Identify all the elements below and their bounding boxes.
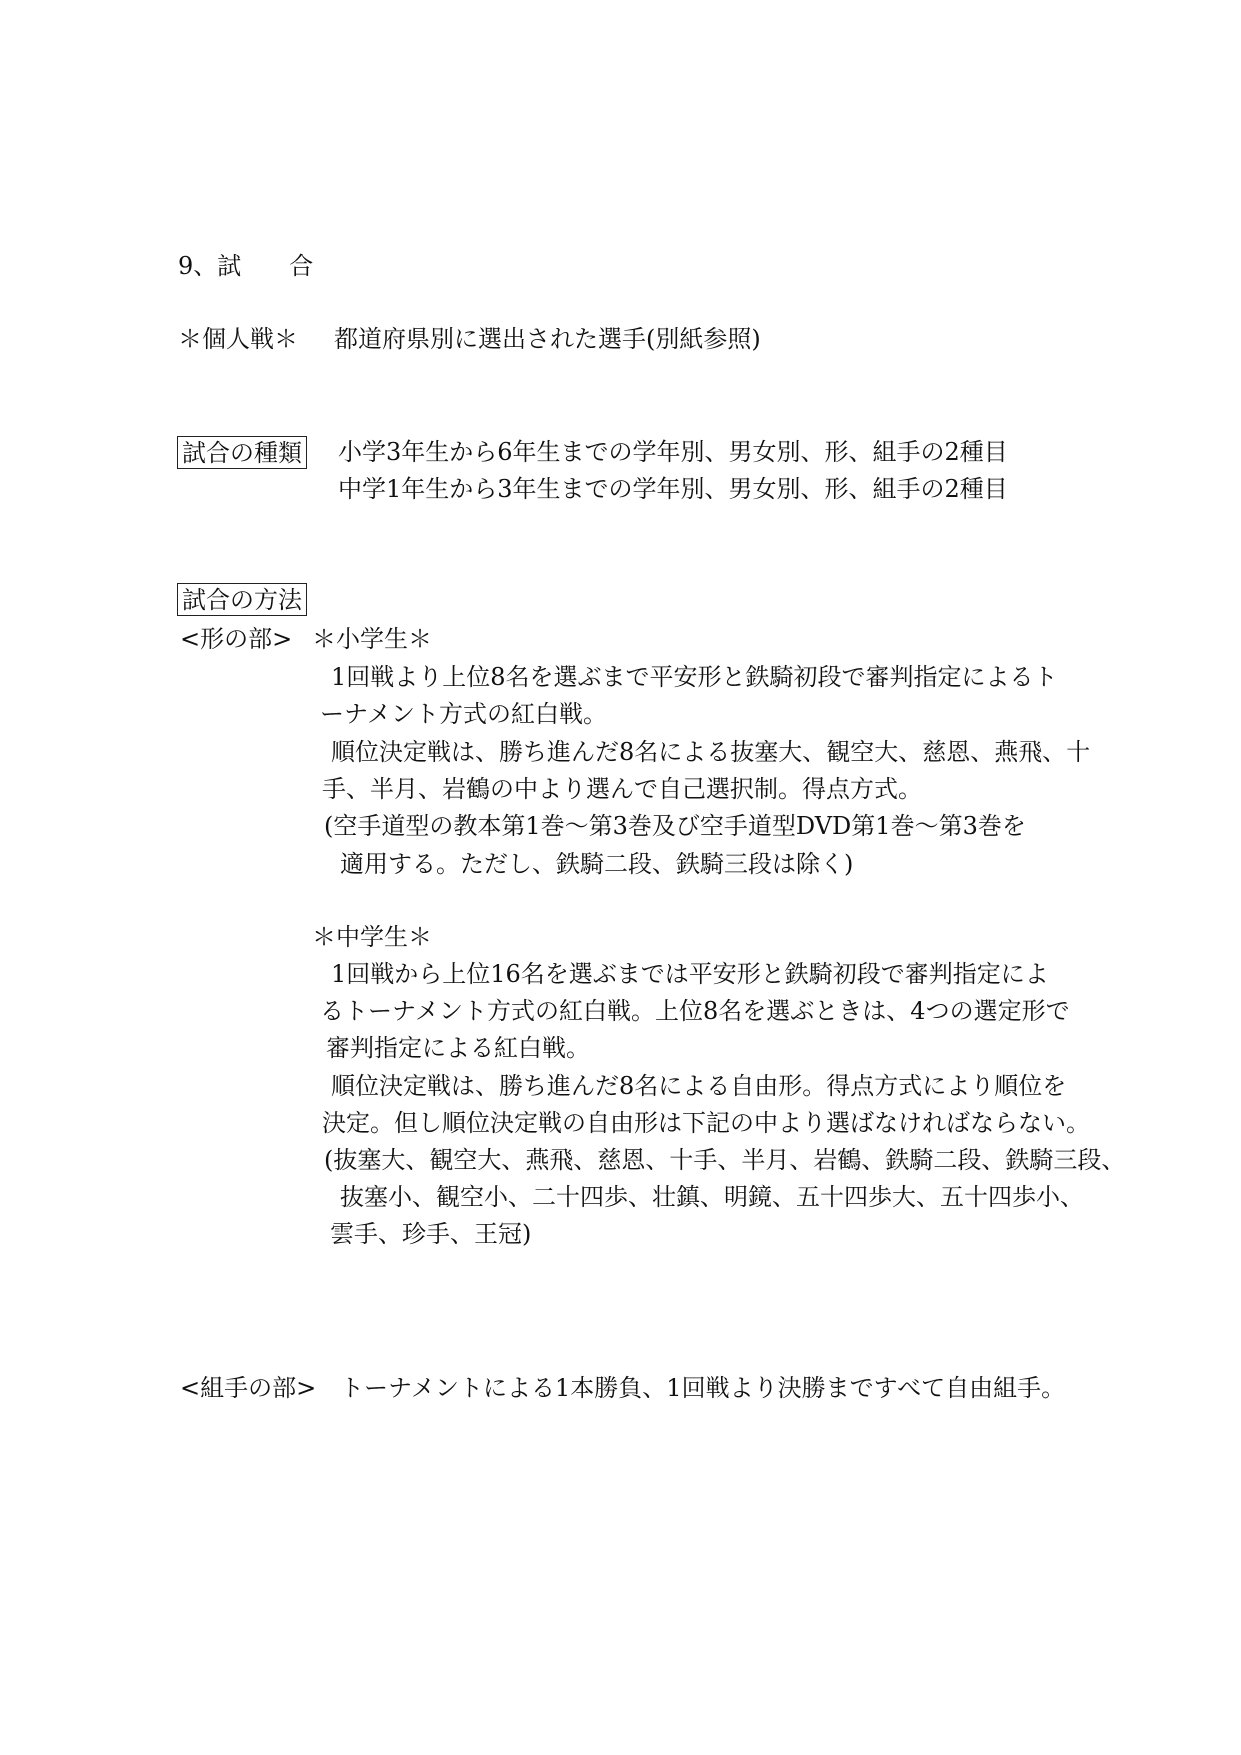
kumite-text: トーナメントによる1本勝負、1回戦より決勝まですべて自由組手。 bbox=[340, 1374, 1066, 1402]
junior-high-line-5: 決定。但し順位決定戦の自由形は下記の中より選ばなければならない。 bbox=[322, 1109, 1090, 1137]
junior-high-heading: ＊中学生＊ bbox=[312, 923, 432, 951]
elementary-heading: ＊小学生＊ bbox=[312, 625, 432, 653]
junior-high-line-6: (抜塞大、観空大、燕飛、慈恩、十手、半月、岩鶴、鉄騎二段、鉄騎三段、 bbox=[324, 1146, 1126, 1174]
junior-high-line-4: 順位決定戦は、勝ち進んだ8名による自由形。得点方式により順位を bbox=[331, 1072, 1067, 1100]
elementary-line-1: 1回戦より上位8名を選ぶまで平安形と鉄騎初段で審判指定によるト bbox=[331, 663, 1058, 691]
match-types-label: 試合の種類 bbox=[177, 436, 307, 469]
junior-high-line-3: 審判指定による紅白戦。 bbox=[326, 1034, 590, 1062]
individual-label: ＊個人戦＊ bbox=[178, 325, 298, 353]
junior-high-line-1: 1回戦から上位16名を選ぶまでは平安形と鉄騎初段で審判指定によ bbox=[331, 960, 1049, 988]
elementary-line-3: 順位決定戦は、勝ち進んだ8名による抜塞大、観空大、慈恩、燕飛、十 bbox=[331, 738, 1091, 766]
elementary-line-6: 適用する。ただし、鉄騎二段、鉄騎三段は除く) bbox=[340, 850, 854, 878]
match-types-line-2: 中学1年生から3年生までの学年別、男女別、形、組手の2種目 bbox=[338, 475, 1008, 503]
elementary-line-5: (空手道型の教本第1巻～第3巻及び空手道型DVD第1巻～第3巻を bbox=[324, 812, 1026, 840]
match-types-line-1: 小学3年生から6年生までの学年別、男女別、形、組手の2種目 bbox=[338, 438, 1008, 466]
section-heading: 9、試 合 bbox=[178, 252, 314, 280]
elementary-line-4: 手、半月、岩鶴の中より選んで自己選択制。得点方式。 bbox=[322, 775, 922, 803]
kata-section-label: <形の部> bbox=[180, 625, 293, 653]
junior-high-line-8: 雲手、珍手、王冠) bbox=[330, 1220, 532, 1248]
match-method-label: 試合の方法 bbox=[177, 583, 307, 616]
junior-high-line-7: 抜塞小、観空小、二十四歩、壮鎮、明鏡、五十四歩大、五十四歩小、 bbox=[340, 1183, 1084, 1211]
kumite-section-label: <組手の部> bbox=[180, 1374, 317, 1402]
individual-text: 都道府県別に選出された選手(別紙参照) bbox=[334, 325, 761, 353]
elementary-line-2: ーナメント方式の紅白戦。 bbox=[320, 700, 608, 728]
junior-high-line-2: るトーナメント方式の紅白戦。上位8名を選ぶときは、4つの選定形で bbox=[320, 997, 1070, 1025]
